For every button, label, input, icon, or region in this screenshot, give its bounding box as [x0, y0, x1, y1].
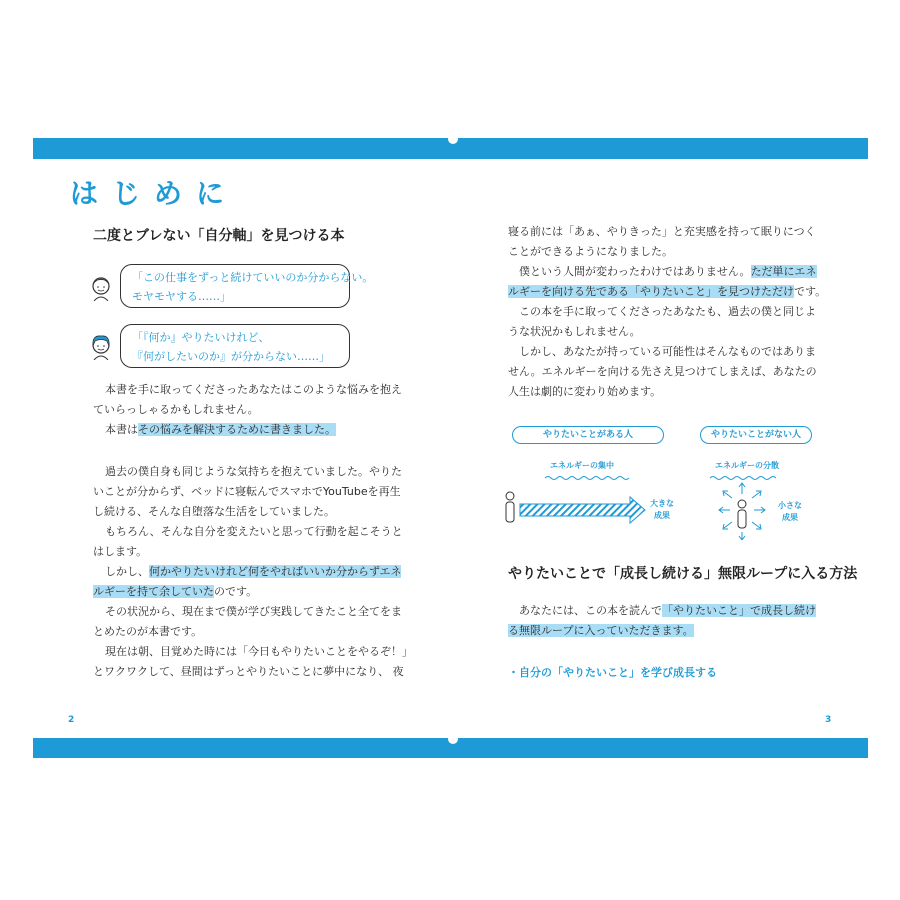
speech-bubble-2 — [120, 324, 350, 368]
left-p5-line-1: しかし、何かやりたいけれど何をやればいいか分からずエネ — [105, 565, 402, 578]
label-energy-spread: エネルギーの分散 — [715, 461, 779, 470]
right-p5-line-1: あなたには、この本を読んで「やりたいこと」で成長し続け — [519, 604, 816, 617]
highlight: その悩みを解決するために書きました。 — [138, 423, 336, 436]
left-p3-line-2: いことが分からず、ベッドに寝転んでスマホでYouTubeを再生 — [93, 485, 401, 498]
result-big-2: 成果 — [654, 511, 670, 520]
highlight: ルギーを向ける先である「やりたいこと」を見つけただけ — [508, 285, 794, 298]
highlight: 「やりたいこと」で成長し続け — [662, 604, 816, 617]
right-p4-line-2: せん。エネルギーを向ける先さえ見つけてしまえば、あなたの — [508, 365, 817, 378]
right-bullet: ・自分の「やりたいこと」を学び成長する — [508, 666, 717, 679]
right-p5-line-2 — [508, 621, 694, 641]
left-heading: 二度とブレない「自分軸」を見つける本 — [93, 228, 345, 244]
pill-no-goals: やりたいことがない人 — [700, 426, 812, 444]
page-number-left: 2 — [68, 715, 75, 725]
highlight: ルギーを持て余していた — [93, 585, 214, 598]
left-p7-line-2: とワクワクして、昼間はずっとやりたいことに夢中になり、 夜 — [93, 665, 404, 678]
result-small-1: 小さな — [778, 501, 802, 510]
speech-bubble-1 — [120, 264, 374, 308]
left-p1-line-2: ていらっしゃるかもしれません。 — [93, 403, 259, 416]
right-p2-line-2: ルギーを向ける先である「やりたいこと」を見つけただけです。 — [508, 285, 827, 298]
result-big-1: 大きな — [650, 499, 674, 508]
right-p4-line-3: 人生は劇的に変わり始めます。 — [508, 385, 662, 398]
right-p3-line-1: この本を手に取ってくださったあなたも、過去の僕と同じよ — [519, 305, 816, 318]
left-p6-line-2: とめたのが本書です。 — [93, 625, 203, 638]
bubble-1-line-2: モヤモヤする……」 — [132, 290, 231, 303]
left-p7-line-1: 現在は朝、目覚めた時には「今日もやりたいことをやるぞ！」 — [105, 645, 413, 658]
left-p4-line-1: もちろん、そんな自分を変えたいと思って行動を起こそうと — [105, 525, 403, 538]
left-p3-line-3: し続ける、そんな自堕落な生活をしていました。 — [93, 505, 335, 518]
highlight: る無限ループに入っていただきます。 — [508, 624, 694, 637]
man-face-icon — [90, 275, 112, 301]
label-energy-focus: エネルギーの集中 — [550, 461, 614, 470]
energy-diagram — [500, 420, 820, 540]
bubble-2-line-1: 「『何か』やりたいけれど、 — [132, 331, 270, 344]
diagram-graphics — [500, 420, 820, 540]
right-p2-line-1: 僕という人間が変わったわけではありません。ただ単にエネ — [519, 265, 817, 278]
highlight: ただ単にエネ — [750, 265, 817, 278]
result-small-2: 成果 — [782, 513, 798, 522]
highlight: 何かやりたいけれど何をやればいいか分からずエネ — [149, 565, 402, 578]
top-band-notch — [448, 134, 458, 144]
page-number-right: 3 — [825, 715, 832, 725]
right-p1-line-1: 寝る前には「あぁ、やりきった」と充実感を持って眠りにつく — [508, 225, 816, 238]
bottom-band-notch — [448, 734, 458, 744]
right-p3-line-2: うな状況かもしれません。 — [508, 325, 641, 338]
pill-has-goals: やりたいことがある人 — [512, 426, 664, 444]
right-p1-line-2: ことができるようになりました。 — [508, 245, 673, 258]
woman-face-icon — [90, 334, 112, 360]
left-p1-line-1: 本書を手に取ってくださったあなたはこのような悩みを抱え — [105, 383, 402, 396]
bubble-2-line-2: 『何がしたいのか』が分からない……」 — [132, 350, 330, 363]
left-p6-line-1: その状況から、現在まで僕が学び実践してきたこと全てをま — [105, 605, 402, 618]
bubble-1-line-1: 「この仕事をずっと続けていいのか分からない。 — [132, 271, 374, 284]
page-title: はじめに — [70, 177, 239, 210]
right-heading: やりたいことで「成長し続ける」無限ループに入る方法 — [508, 566, 858, 582]
left-p4-line-2: はします。 — [93, 545, 148, 558]
left-p2: 本書はその悩みを解決するために書きました。 — [105, 423, 336, 436]
right-p4-line-1: しかし、あなたが持っている可能性はそんなものではありま — [519, 345, 816, 358]
left-p5-line-2: ルギーを持て余していたのです。 — [93, 585, 258, 598]
left-p3-line-1: 過去の僕自身も同じような気持ちを抱えていました。やりた — [105, 465, 402, 478]
